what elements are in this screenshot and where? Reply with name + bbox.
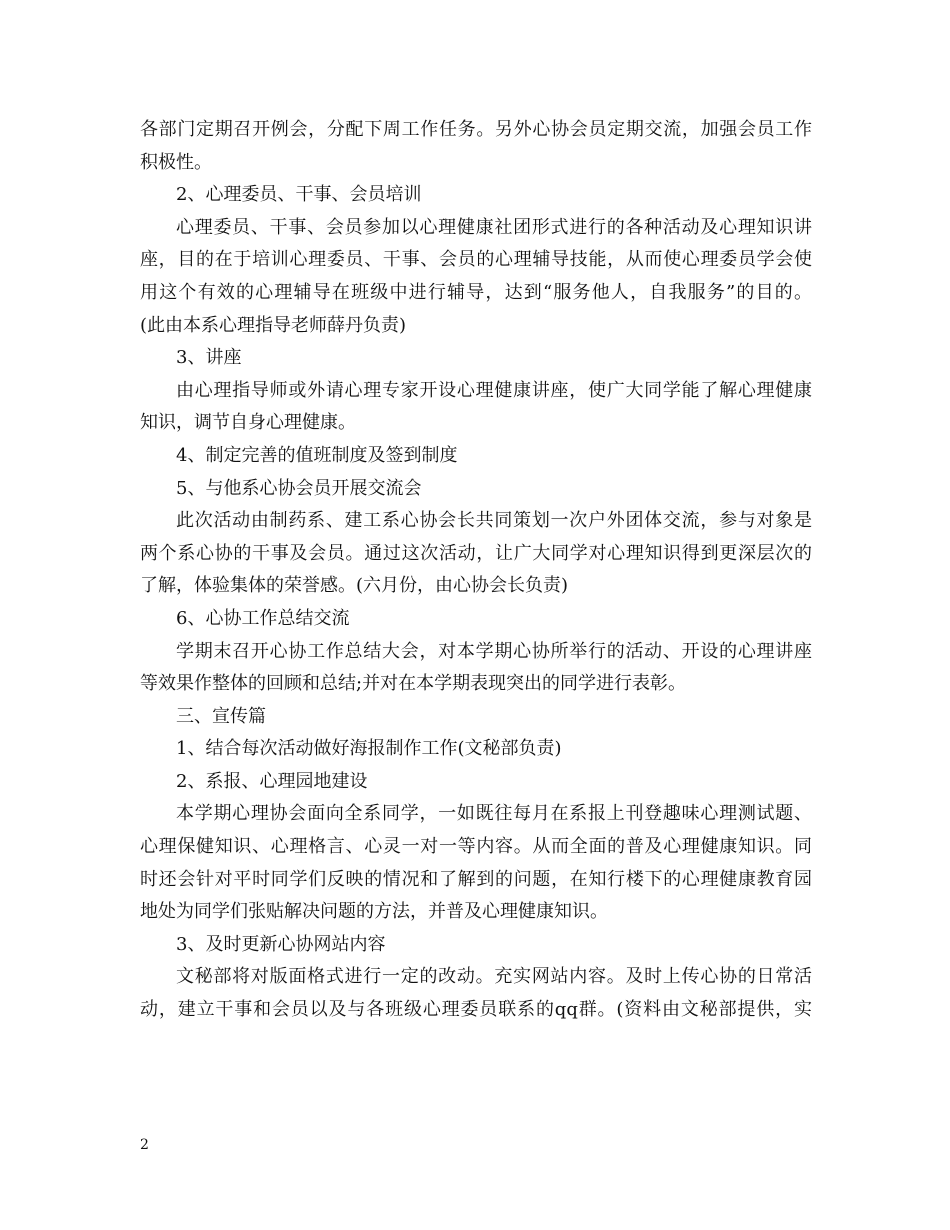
body-line: 等效果作整体的回顾和总结;并对在本学期表现突出的同学进行表彰。 <box>140 673 687 695</box>
body-line: 本学期心理协会面向全系同学，一如既往每月在系报上刊登趣味心理测试题、 <box>176 803 812 825</box>
body-line: 时还会针对平时同学们反映的情况和了解到的问题，在知行楼下的心理健康教育园 <box>140 868 812 890</box>
body-line: 由心理指导师或外请心理专家开设心理健康讲座，使广大同学能了解心理健康 <box>176 379 812 401</box>
body-line: 文秘部将对版面格式进行一定的改动。充实网站内容。及时上传心协的日常活 <box>176 966 812 988</box>
page-number: 2 <box>140 1137 149 1153</box>
section-heading: 6、心协工作总结交流 <box>176 607 350 629</box>
body-line: 两个系心协的干事及会员。通过这次活动，让广大同学对心理知识得到更深层次的 <box>140 542 812 564</box>
body-line: 积极性。 <box>140 151 212 173</box>
document-body <box>140 114 812 1027</box>
section-heading: 5、与他系心协会员开展交流会 <box>176 477 422 499</box>
body-line: 此次活动由制药系、建工系心协会长共同策划一次户外团体交流，参与对象是 <box>176 510 812 532</box>
section-heading: 1、结合每次活动做好海报制作工作(文秘部负责) <box>176 738 562 760</box>
section-heading: 2、心理委员、干事、会员培训 <box>176 184 422 206</box>
body-line: 座，目的在于培训心理委员、干事、会员的心理辅导技能，从而使心理委员学会使 <box>140 249 812 271</box>
chapter-heading: 三、宣传篇 <box>176 705 266 727</box>
body-line: (此由本系心理指导老师薛丹负责) <box>140 314 407 336</box>
section-heading: 2、系报、心理园地建设 <box>176 770 368 792</box>
section-heading: 4、制定完善的值班制度及签到制度 <box>176 444 458 466</box>
body-line: 心理委员、干事、会员参加以心理健康社团形式进行的各种活动及心理知识讲 <box>176 216 812 238</box>
body-line: 用这个有效的心理辅导在班级中进行辅导，达到“服务他人，自我服务”的目的。 <box>140 281 812 303</box>
section-heading: 3、及时更新心协网站内容 <box>176 933 386 955</box>
body-line: 知识，调节自身心理健康。 <box>140 412 356 434</box>
body-line: 心理保健知识、心理格言、心灵一对一等内容。从而全面的普及心理健康知识。同 <box>140 836 812 858</box>
body-line: 地处为同学们张贴解决问题的方法，并普及心理健康知识。 <box>140 901 608 923</box>
body-line: 动，建立干事和会员以及与各班级心理委员联系的qq群。(资料由文秘部提供，实 <box>140 999 812 1021</box>
body-line: 学期末召开心协工作总结大会，对本学期心协所举行的活动、开设的心理讲座 <box>176 640 812 662</box>
body-line: 各部门定期召开例会，分配下周工作任务。另外心协会员定期交流，加强会员工作 <box>140 119 812 140</box>
section-heading: 3、讲座 <box>176 347 242 369</box>
body-line: 了解，体验集体的荣誉感。(六月份，由心协会长负责) <box>140 575 569 597</box>
